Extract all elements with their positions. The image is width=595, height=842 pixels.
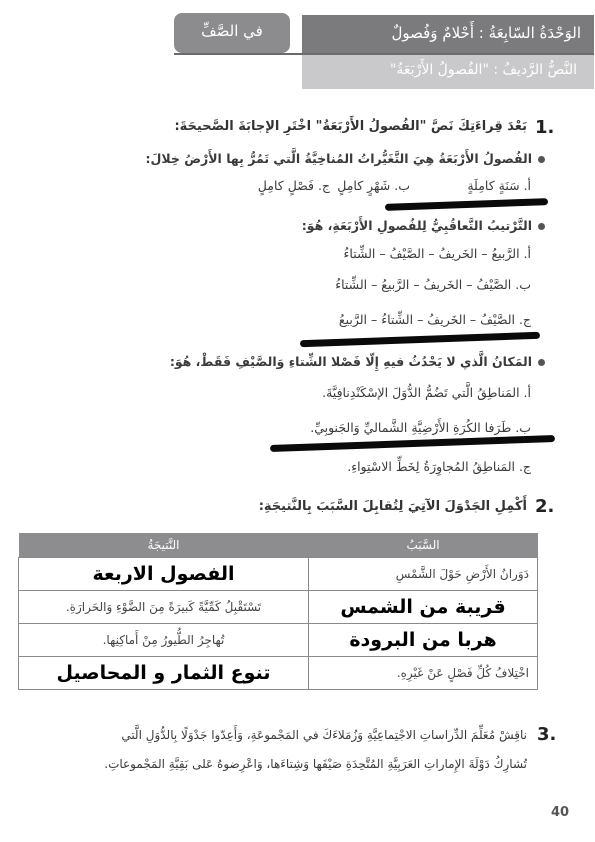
result-answer-cell[interactable]: الفصول الاربعة <box>19 558 309 591</box>
q3-number: 3. <box>537 724 557 745</box>
q1-number: 1. <box>535 117 555 138</box>
table-header-result: النَّتيجَةُ <box>19 533 309 558</box>
q2-number: 2. <box>535 496 555 517</box>
header-divider <box>174 53 594 55</box>
q1-item2-stem: التَّرْتيبُ التَّعاقُبِيُّ لِلفُصولِ الأَرْبَعَةِ، هُوَ: <box>302 218 545 233</box>
q1-item2-option-b[interactable]: ب. الصَّيْفُ – الخَريفُ – الرَّبيعُ – الشِّتاءُ <box>335 277 531 292</box>
result-answer-cell[interactable]: تنوع الثمار و المحاصيل <box>19 657 309 690</box>
cause-cell: اخْتِلافُ كُلِّ فَصْلٍ عَنْ غَيْرِهِ. <box>309 657 538 690</box>
answer-underline-mark <box>385 198 548 211</box>
answer-underline-mark <box>300 332 540 347</box>
table-row <box>19 657 538 690</box>
answer-underline-mark <box>270 435 555 452</box>
q1-item3-option-c[interactable]: ج. المَناطِقُ المُجاوِرَةُ لِخَطِّ الاسْتِواءِ. <box>347 459 531 474</box>
cause-answer-cell[interactable]: هربا من البرودة <box>309 624 538 657</box>
cause-answer-cell[interactable]: قريبة من الشمس <box>309 591 538 624</box>
bullet-icon <box>538 223 545 230</box>
table-row <box>19 591 538 624</box>
result-cell: تَسْتَقْبِلُ كَمِّيَّةً كَبيرَةً مِنَ الضَّوْءِ وَالحَرارَةِ. <box>19 591 309 624</box>
q1-prompt: بَعْدَ قِراءَتِكَ نَصَّ "الفُصولُ الأَرْبَعَةُ" اخْتَرِ الإجابَةَ الصَّحيحَةَ: <box>174 119 527 134</box>
q1-item3-option-a[interactable]: أ. المَناطِقُ الَّتي تَضُمُّ الدُّوَلَ الإسْكَنْدِنافِيَّةَ. <box>322 385 531 400</box>
q1-item1-stem: الفُصولُ الأَرْبَعَةُ هِيَ التَّغَيُّراتُ المُناخِيَّةُ الَّتي تَمُرُّ بِها الأَرْضُ خِلالَ: <box>146 151 545 166</box>
result-cell: تُهاجِرُ الطُّيورُ مِنْ أَماكِنِها. <box>19 624 309 657</box>
q1-item2-option-c[interactable]: ج. الصَّيْفُ – الخَريفُ – الشِّتاءُ – الرَّبيعُ <box>338 312 531 327</box>
q1-item3-stem: المَكانُ الَّذي لا يَحْدُثُ فيهِ إِلّا فَصْلا الشِّتاءِ وَالصَّيْفِ فَقَطْ، هُوَ: <box>170 354 545 369</box>
bullet-icon <box>538 156 545 163</box>
table-header-cause: السَّبَبُ <box>309 533 538 558</box>
q1-item3-option-b[interactable]: ب. طَرَفا الكُرَةِ الأَرْضِيَّةِ الشَّماليِّ وَالجَنوبِيِّ. <box>310 420 531 435</box>
cause-result-table <box>18 533 538 690</box>
q2-prompt: أَكْمِلِ الجَدْوَلَ الآتِيَ لِتُقابِلَ السَّبَبَ بِالنَّتيجَةِ: <box>258 499 527 514</box>
bullet-icon <box>538 359 545 366</box>
q3-text-line2: تُشارِكُ دَوْلَةَ الإِماراتِ العَرَبِيَّةِ المُتَّحِدَةِ صَيْفَها وَشِتاءَها، وَاعْرِضوهُ عَلى بَقِيَّةِ المَجْموعاتِ. <box>104 757 527 771</box>
q1-item1-option-c[interactable]: ج. فَصْلٍ كامِلٍ <box>257 178 330 193</box>
q1-item2-option-a[interactable]: أ. الرَّبيعُ – الخَريفُ – الصَّيْفُ – الشِّتاءُ <box>343 246 531 261</box>
section-title: النَّصُّ الرَّديفُ : "الفُصولُ الأَرْبَعَةُ" <box>389 62 577 78</box>
page-number: 40 <box>551 805 570 820</box>
q3-text-line1: ناقِشْ مُعَلِّمَ الدِّراساتِ الاجْتِماعِيَّةِ وَزُمَلاءَكَ في المَجْموعَةِ، وَأَعِدّوا جَدْوَلًا بِالدُّوَلِ الَّتي <box>121 728 527 742</box>
q1-item1-option-a[interactable]: أ. سَنَةٍ كامِلَةٍ <box>467 178 531 193</box>
cause-cell: دَوَرانُ الأَرْضِ حَوْلَ الشَّمْسِ <box>309 558 538 591</box>
in-class-tab-label: في الصَّفِّ <box>201 22 263 40</box>
table-row <box>19 624 538 657</box>
q1-item1-option-b[interactable]: ب. شَهْرٍ كامِلٍ <box>337 178 410 193</box>
unit-title: الوَحْدَةُ السّابِعَةُ : أَحْلامٌ وَفُصولٌ <box>391 24 581 42</box>
table-row <box>19 558 538 591</box>
